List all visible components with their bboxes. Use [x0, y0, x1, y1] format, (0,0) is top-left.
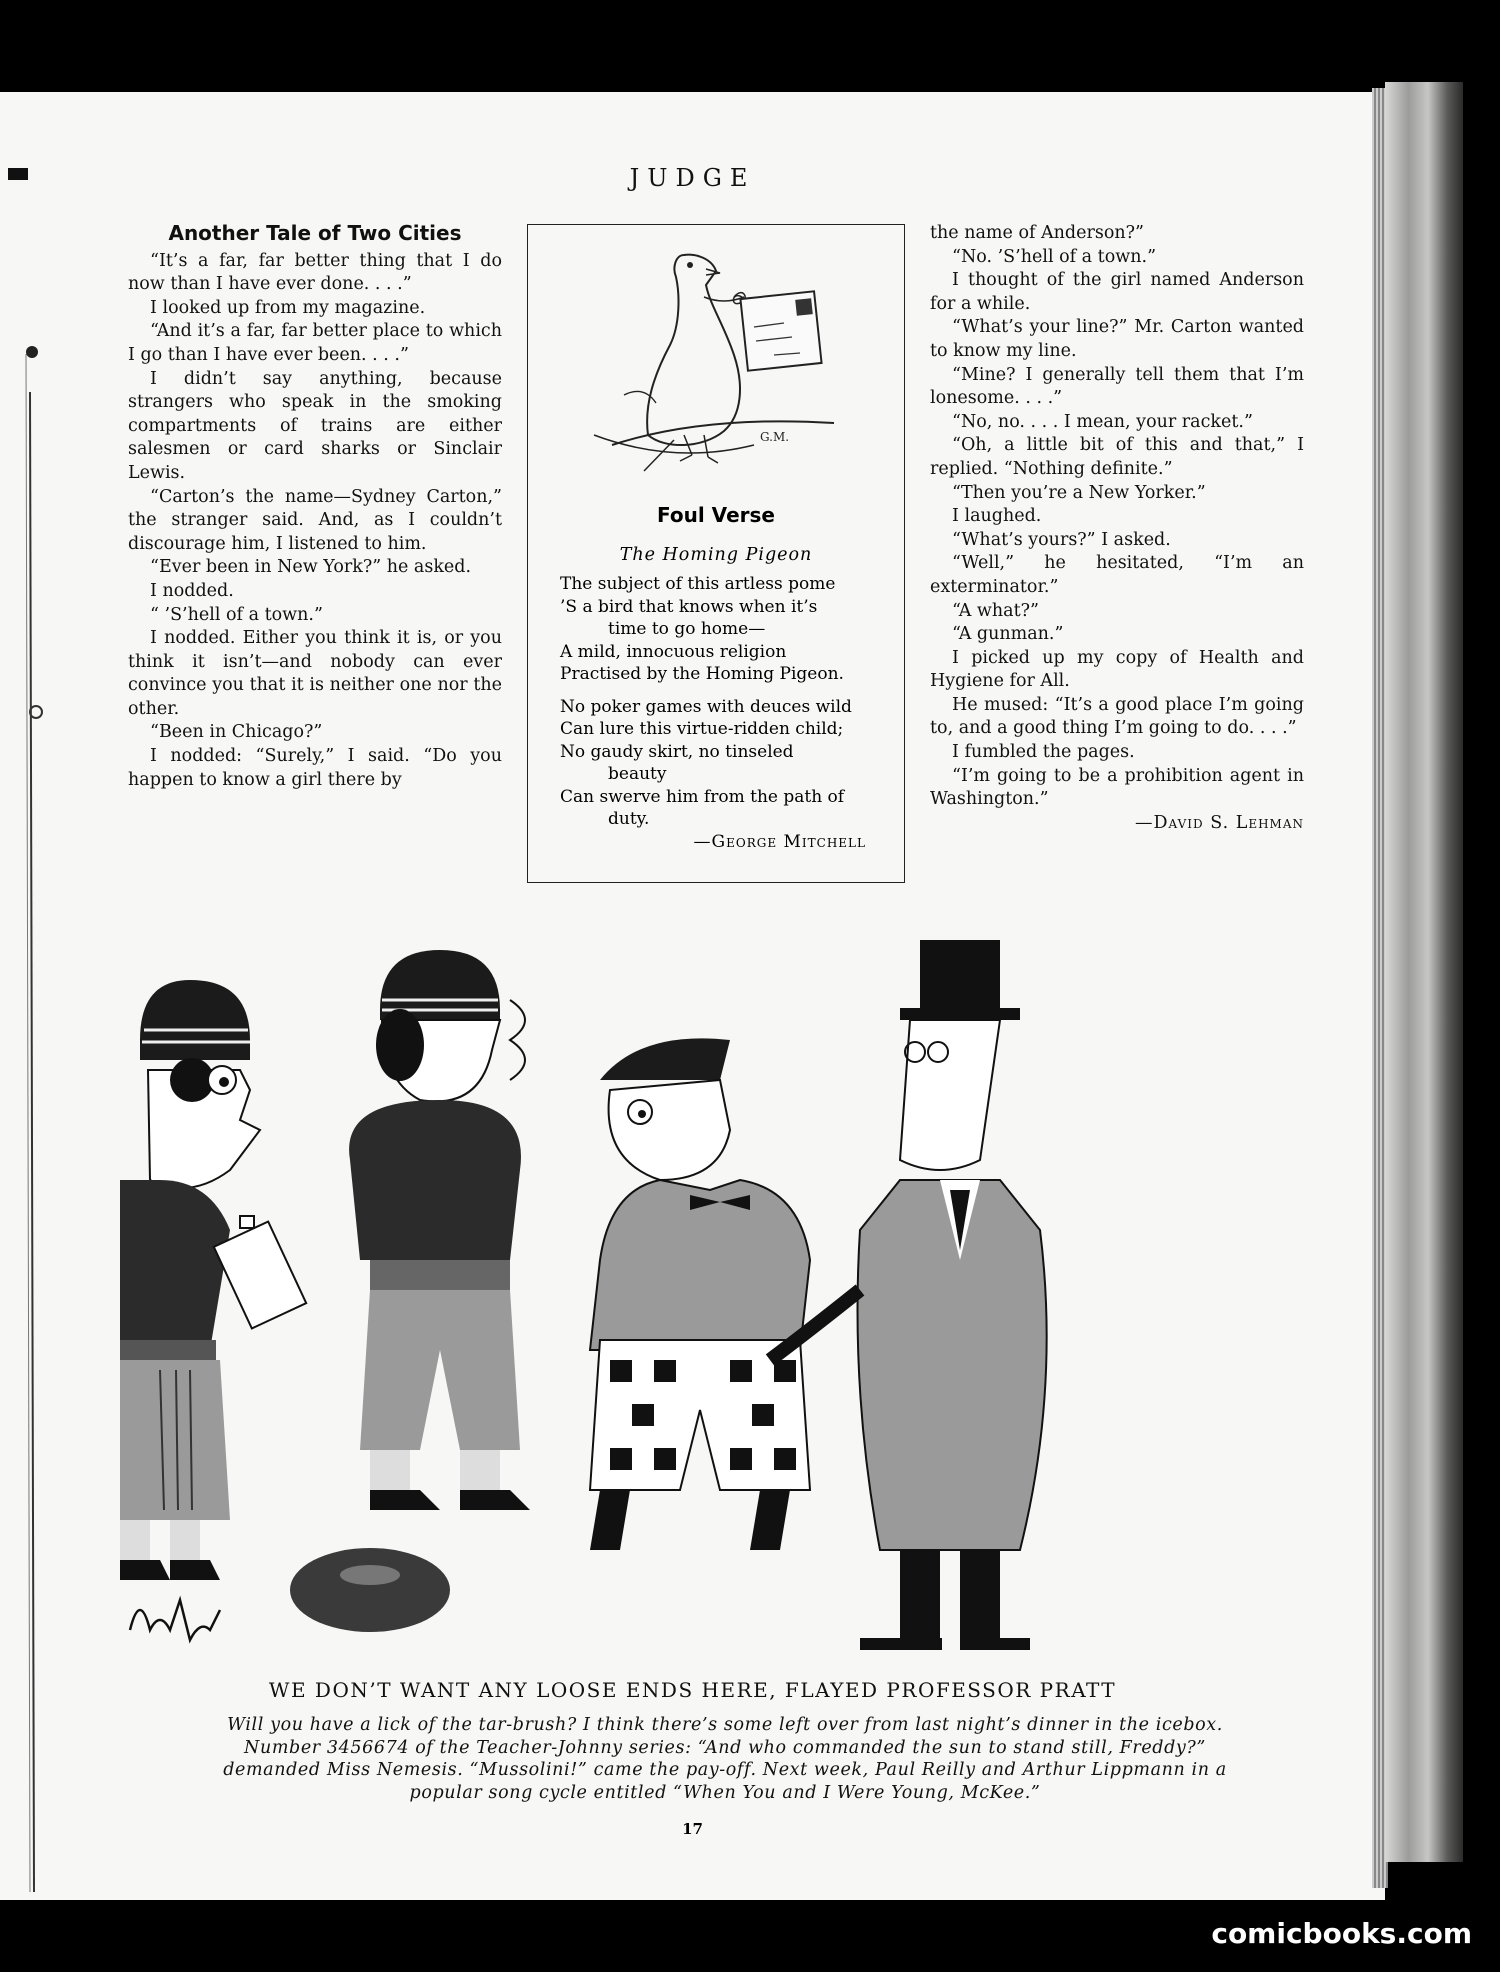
article-paragraph: I picked up my copy of Health and Hygiene for All. [930, 647, 1304, 692]
article-paragraph: “A what?” [952, 600, 1039, 621]
article-paragraph: “ ’S’hell of a town.” [150, 604, 323, 625]
article-paragraph: “Oh, a little bit of this and that,” I replied. “Nothing definite.” [930, 435, 1304, 479]
article-paragraph: I nodded: “Surely,” I said. “Do you happen to know a girl there by [128, 746, 502, 790]
page-number: 17 [682, 1820, 703, 1838]
article-paragraph: “Well,” he hesitated, “I’m an exterminator.” [930, 553, 1304, 597]
article-paragraph: “What’s yours?” I asked. [952, 529, 1171, 550]
poem-subtitle: The Homing Pigeon [619, 545, 813, 565]
masthead: JUDGE [629, 164, 756, 192]
poem-line: beauty [608, 764, 667, 784]
article-paragraph: “Been in Chicago?” [150, 722, 323, 743]
article-paragraph: I nodded. [150, 580, 234, 601]
football-player-smoking [349, 950, 530, 1510]
pigeon-illustration [584, 235, 844, 475]
illustration-signature: G.M. [760, 430, 790, 444]
article-paragraph: I laughed. [952, 506, 1042, 527]
article-paragraph: I thought of the girl named Anderson for a while. [930, 270, 1304, 314]
article-paragraph: the name of Anderson?” [930, 223, 1144, 243]
cartoon-caption: Will you have a lick of the tar-brush? I think there’s some left over from last night’s dinner in the icebox. Number 3456674 of the Teacher-Johnny series: “And who commanded the sun to stand still, Freddy?” demanded Miss Nemesis. “Mussolini!” came the pay-off. Next week, Paul Reilly and Arthur Lippmann in a popular song cycle entitled “When You and I Were Young, McKee.” [223, 1715, 1227, 1803]
poem-line: duty. [608, 809, 650, 829]
article-paragraph: I didn’t say anything, because strangers who speak in the smoking compartments of trains are either salesmen or card sharks or Sinclair Lewis. [128, 368, 502, 483]
article-paragraph: He mused: “It’s a good place I’m going to, and a good thing I’m going to do. . . .” [930, 694, 1304, 739]
poem-line: Practised by the Homing Pigeon. [560, 664, 844, 684]
article-paragraph: “Carton’s the name—Sydney Carton,” the stranger said. And, as I couldn’t discourage him, I listened to him. [128, 486, 502, 554]
poem-line: A mild, innocuous religion [560, 641, 787, 662]
football-cartoon-illustration [120, 930, 1300, 1670]
football [290, 1548, 450, 1632]
article-right-column [930, 222, 1304, 835]
article-paragraphs-continued [930, 222, 1304, 812]
poem-line: The subject of this artless pome [560, 574, 836, 594]
article-paragraph: “It’s a far, far better thing that I do now than I have ever done. . . .” [128, 250, 502, 295]
article-paragraph: “What’s your line?” Mr. Carton wanted to know my line. [930, 317, 1304, 361]
article-paragraph: I nodded. Either you think it is, or you think it isn’t—and nobody can ever convince you that it is neither one nor the other. [128, 628, 502, 719]
article-paragraph: “A gunman.” [952, 624, 1064, 645]
poem-heading: Foul Verse [657, 503, 775, 527]
article-byline: —David S. Lehman [1135, 812, 1304, 833]
poem-line: No poker games with deuces wild [560, 696, 852, 717]
poem-line: ’S a bird that knows when it’s [560, 596, 818, 617]
article-left-column [128, 222, 502, 792]
article-paragraph: “I’m going to be a prohibition agent in Washington.” [930, 765, 1304, 810]
cartoon-caption-heading: WE DON’T WANT ANY LOOSE ENDS HERE, FLAYED PROFESSOR PRATT [268, 1678, 1117, 1702]
article-paragraph: I fumbled the pages. [952, 742, 1135, 763]
poem-line: Can lure this virtue-ridden child; [560, 719, 844, 739]
poem-byline: —George Mitchell [693, 831, 866, 852]
article-paragraph: “No. ’S’hell of a town.” [952, 246, 1157, 267]
article-paragraph: “And it’s a far, far better place to which I go than I have ever been. . . .” [128, 321, 502, 365]
article-paragraphs [128, 250, 502, 793]
binding-thread [0, 92, 64, 1900]
book-binding [1385, 82, 1463, 1862]
man-in-cap-and-plaid-pants [590, 1038, 810, 1550]
artist-signature [130, 1600, 220, 1640]
poem-line: Can swerve him from the path of [560, 786, 845, 807]
poem-body [560, 573, 884, 853]
professor-in-top-hat [770, 940, 1047, 1650]
poem-line: No gaudy skirt, no tinseled [560, 741, 794, 762]
article-paragraph: I looked up from my magazine. [150, 297, 426, 318]
article-paragraph: “Mine? I generally tell them that I’m lonesome. . . .” [930, 364, 1304, 409]
article-paragraph: “No, no. . . . I mean, your racket.” [952, 411, 1253, 432]
article-paragraph: “Ever been in New York?” he asked. [150, 557, 472, 578]
article-title: Another Tale of Two Cities [168, 221, 462, 245]
poem-line: time to go home— [608, 619, 766, 639]
article-paragraph: “Then you’re a New Yorker.” [952, 482, 1206, 503]
football-player-with-letter [120, 980, 306, 1580]
poem-box [527, 224, 905, 883]
site-watermark: comicbooks.com [1211, 1917, 1472, 1950]
